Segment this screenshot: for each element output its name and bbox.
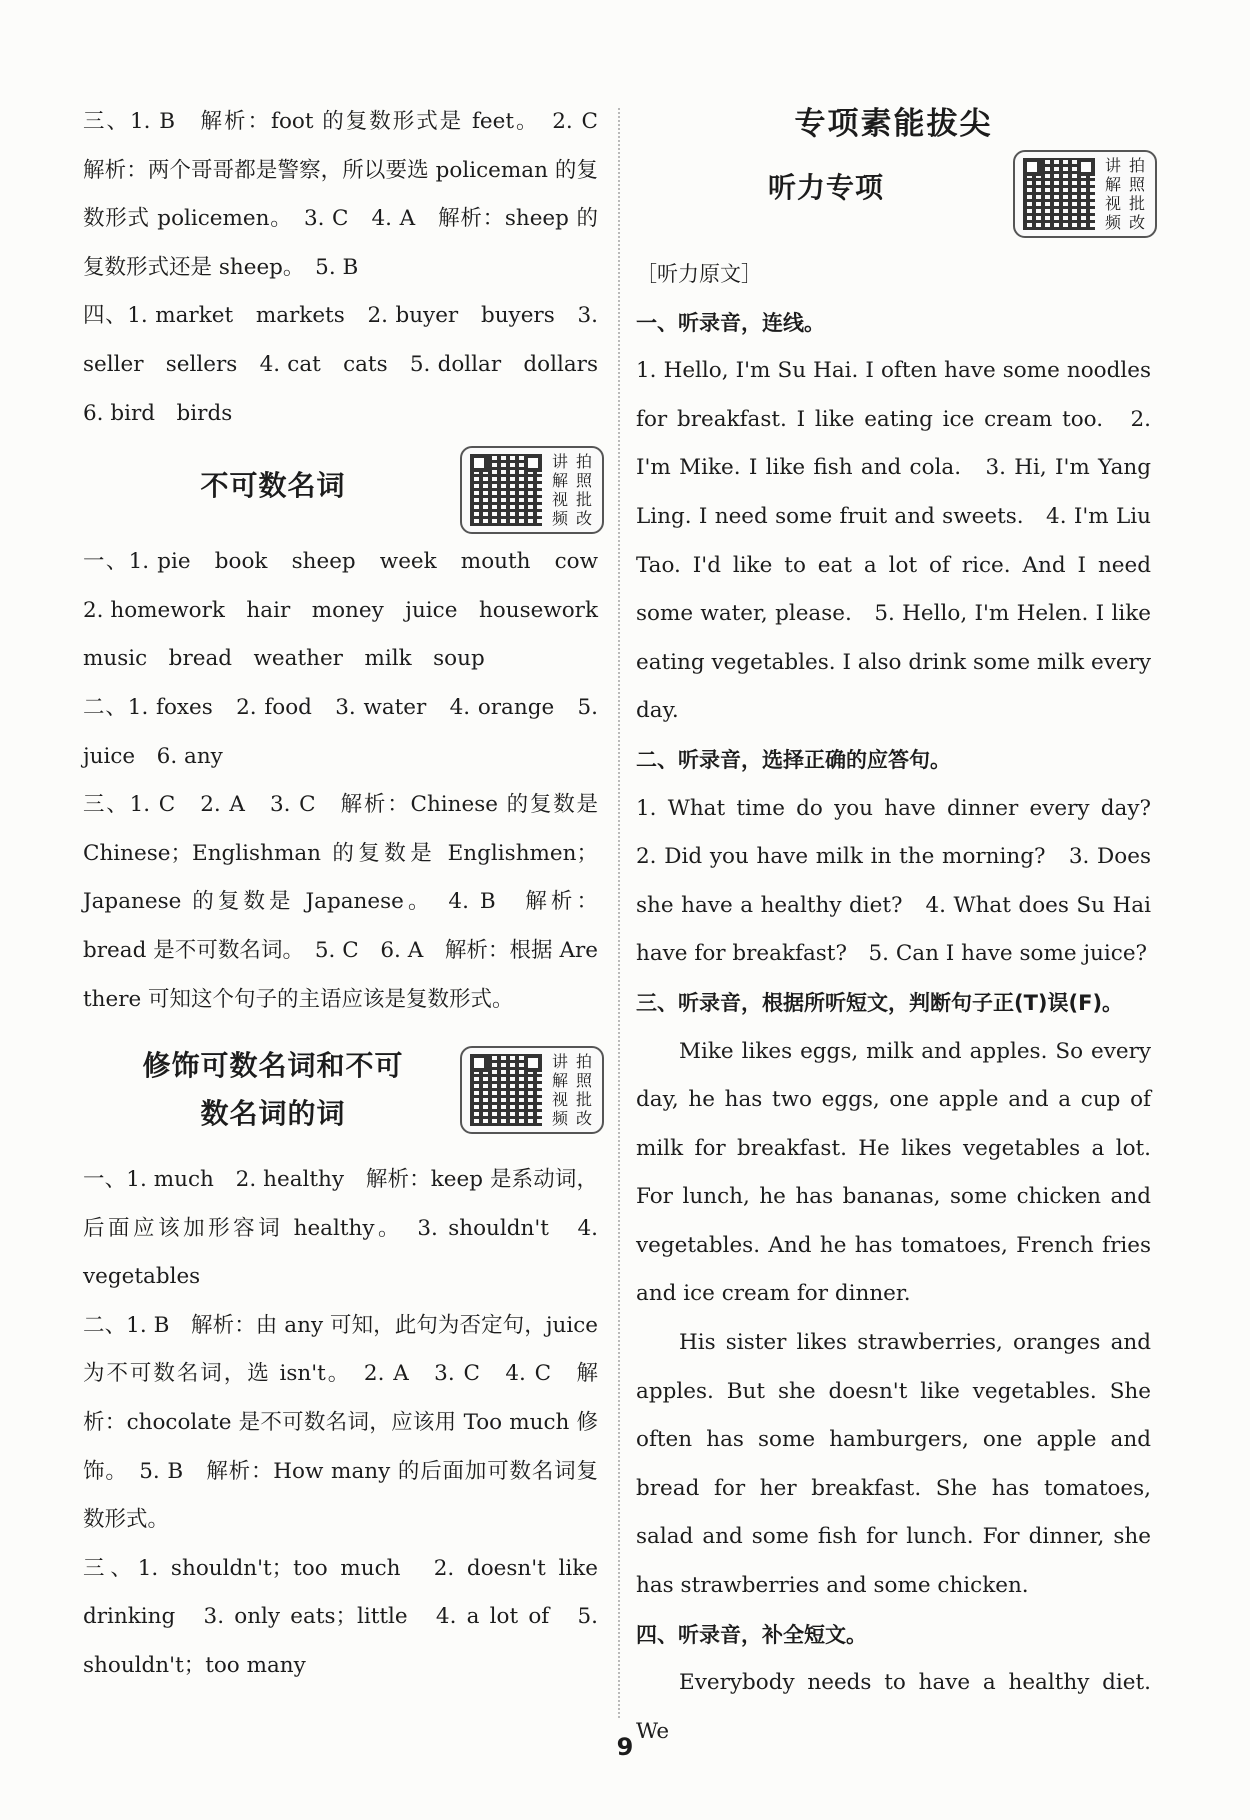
right-column [636,98,1173,1756]
qr-code-box[interactable] [460,1046,604,1134]
section-header [636,154,1151,250]
section-title: 修饰可数名词和不可 数名词的词 [142,1049,404,1131]
section-title: 不可数名词 [200,469,346,503]
section-header [83,438,598,538]
qr-code-box[interactable] [460,446,604,534]
page-main-title: 专项素能拔尖 [794,106,993,142]
answer-block: 四、1. market markets 2. buyer buyers 3. seller sellers 4. cat cats 5. dollar dollars 6. bird birds [83,303,620,426]
question-heading: 四、听录音，补全短文。 [636,1622,867,1647]
left-column [83,98,620,1691]
qr-code-icon [470,454,542,526]
qr-code-icon [470,1054,542,1126]
answer-block: 二、1. foxes 2. food 3. water 4. orange 5. juice 6. any [83,694,598,769]
transcript-text: 1. What time do you have dinner every day? 2. Did you have milk in the morning? 3. Does she have a healthy diet? 4. What does Su Hai have for breakfast? 5. Can I have some juice? [636,795,1173,967]
transcript-label: ［听力原文］ [636,262,762,286]
qr-caption: 讲 拍 解 照 视 批 频 改 [551,452,592,529]
column-divider [618,108,620,1718]
transcript-text: 1. Hello, I'm Su Hai. I often have some noodles for breakfast. I like eating ice cream too. 2. I'm Mike. I like fish and cola. 3. Hi, I'm Yang Ling. I need some fruit and sweets. 4. I'm Liu Tao. I'd like to eat a lot of rice. And I need some water, please. 5. Hello, I'm Helen. I like eating vegetables. I also drink some milk every day. [636,358,1151,724]
transcript-text: Everybody needs to have a healthy diet. We [636,1670,1151,1744]
page-number: 9 [616,1733,634,1761]
qr-caption: 讲 拍 解 照 视 批 频 改 [1104,156,1145,232]
answer-block: 一、1. pie book sheep week mouth cow 2. homework hair money juice housework music bread weather milk soup [83,549,620,672]
answer-block: 二、1. B 解析：由 any 可知，此句为否定句，juice 为不可数名词，选 isn't。 2. A 3. C 4. C 解析：chocolate 是不可数名词，应该用 Too much 修饰。 5. B 解析：How many 的后面加可数名词复数形式。 [83,1312,598,1533]
qr-code-icon [1023,158,1095,230]
answer-block: 三、1. C 2. A 3. C 解析：Chinese 的复数是 Chinese；Englishman 的复数是 Englishmen；Japanese 的复数是 Japanese。 4. B 解析：bread 是不可数名词。 5. C 6. A 解析：根据 Are there 可知这个句子的主语应该是复数形式。 [83,792,598,1012]
answer-block: 一、1. much 2. healthy 解析：keep 是系动词，后面应该加形容词 healthy。 3. shouldn't 4. vegetables [83,1167,598,1290]
section-header [83,1024,598,1156]
question-heading: 一、听录音，连线。 [636,310,825,335]
transcript-text: His sister likes strawberries, oranges and apples. But she doesn't like vegetables. She often has some hamburgers, one apple and bread for her breakfast. She has tomatoes, salad and some fish for lunch. For dinner, she has strawberries and some chicken. [636,1330,1151,1599]
question-heading: 二、听录音，选择正确的应答句。 [636,747,951,772]
answer-block: 三、1. B 解析：foot 的复数形式是 feet。 2. C 解析：两个哥哥都是警察，所以要选 policeman 的复数形式 policemen。 3. C 4. A 解析：sheep 的复数形式还是 sheep。 5. B [83,109,620,280]
qr-caption: 讲 拍 解 照 视 批 频 改 [551,1052,592,1129]
answer-block: 三、1. shouldn't；too much 2. doesn't like drinking 3. only eats；little 4. a lot of 5. shouldn't；too many [83,1555,620,1679]
question-heading: 三、听录音，根据所听短文，判断句子正(T)误(F)。 [636,990,1124,1015]
section-title: 听力专项 [767,171,884,204]
transcript-text: Mike likes eggs, milk and apples. So every day, he has two eggs, one apple and a cup of milk for breakfast. He likes vegetables a lot. For lunch, he has bananas, some chicken and vegetables. And he has tomatoes, French fries and ice cream for dinner. [636,1038,1151,1307]
qr-code-box[interactable] [1013,150,1157,238]
